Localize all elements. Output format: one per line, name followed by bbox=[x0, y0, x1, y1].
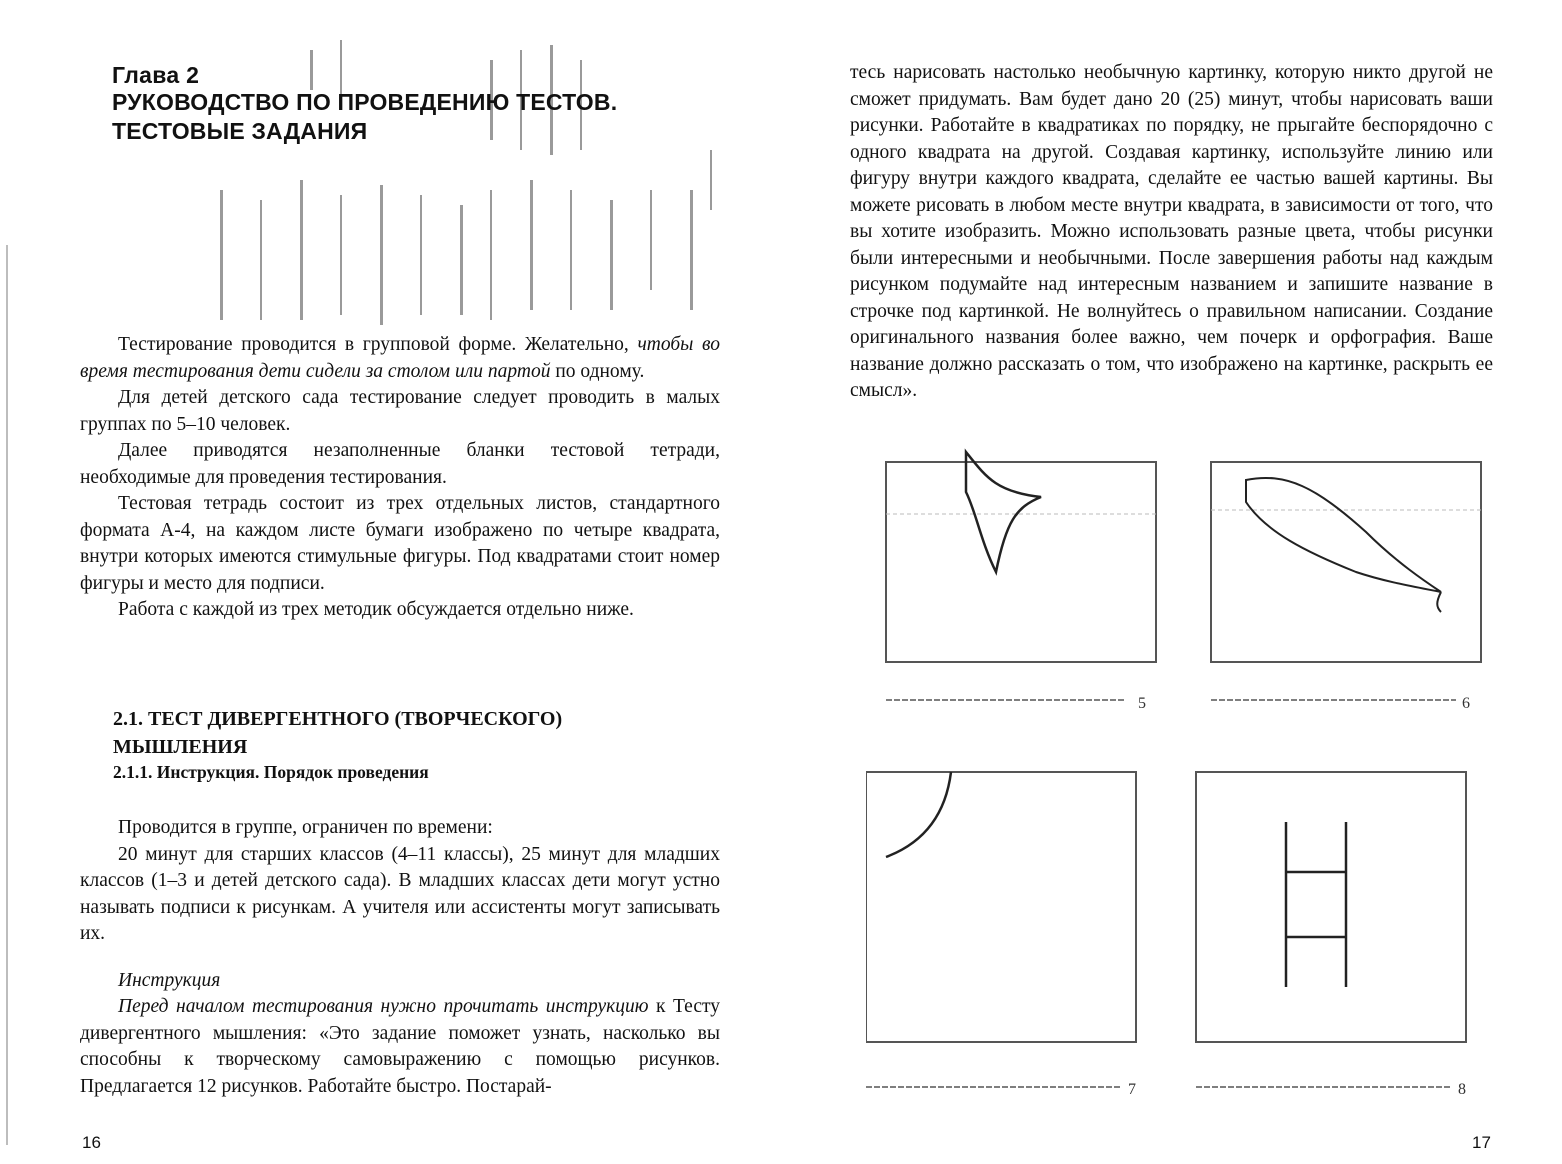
left-body-top bbox=[80, 332, 720, 624]
paragraph-5: Работа с каждой из трех методик обсуждается отдельно ниже. bbox=[118, 599, 634, 620]
right-paragraph: тесь нарисовать настолько необычную картинку, которую никто другой не сможет придумать. Вам будет дано 20 (25) минут, чтобы нарисовать ваши рисунки. Работайте в квадратиках по порядку, не прыгайте беспорядочно с одного квадрата на другой. Создавая картинку, используйте линию или фигуру внутри каждого квадрата, сделайте ее частью вашей картины. Вы можете рисовать в любом месте внутри квадрата, в зависимости от того, что вы хотите изобразить. Можно использовать разные цвета, чтобы рисунки были интересными и необычными. После завершения работы над каждым рисунком подумайте над интересным названием и запишите название в строчке под картинкой. Не волнуйтесь о правильном написании. Создание оригинального названия более важно, чем почерк и орфография. Ваше название должно рассказать о том, что изображено на картинке, раскрыть ее смысл». bbox=[850, 62, 1493, 401]
figure-square-6 bbox=[1211, 462, 1481, 712]
right-page bbox=[781, 0, 1562, 1164]
para1-italic: чтобы во время тестирования дети сидели за столом или партой bbox=[80, 334, 720, 382]
figure-number-6: 6 bbox=[1462, 695, 1470, 712]
para8-tail: к Тесту дивергентного мышления: «Это задание поможет узнать, насколько вы способны к творческому самовыражению с помощью рисунков. Предлагается 12 рисунков. Работайте быстро. Постарай- bbox=[80, 996, 720, 1097]
page-number-left: 16 bbox=[82, 1133, 101, 1152]
figure-square-7 bbox=[866, 772, 1136, 1098]
para1-tail: по одному. bbox=[550, 360, 645, 382]
right-body bbox=[850, 60, 1493, 405]
chapter-title: РУКОВОДСТВО ПО ПРОВЕДЕНИЮ ТЕСТОВ. ТЕСТОВЫЕ ЗАДАНИЯ bbox=[112, 89, 618, 144]
instruction-heading: Инструкция bbox=[118, 969, 221, 991]
page-number-right: 17 bbox=[1472, 1133, 1491, 1152]
chapter-label: Глава 2 bbox=[112, 62, 200, 88]
scan-noise-dots bbox=[190, 30, 730, 330]
paragraph-6: Проводится в группе, ограничен по времени: bbox=[118, 817, 493, 838]
paragraph-2: Для детей детского сада тестирование следует проводить в малых группах по 5–10 человек. bbox=[80, 387, 720, 435]
spine-shadow bbox=[6, 245, 8, 1145]
section-title: 2.1. ТЕСТ ДИВЕРГЕНТНОГО (ТВОРЧЕСКОГО) МЫШЛЕНИЯ bbox=[113, 708, 563, 758]
figure-square-8 bbox=[1196, 772, 1466, 1098]
paragraph-4: Тестовая тетрадь состоит из трех отдельных листов, стандартного формата А-4, на каждом листе бумаги изображено по четыре квадрата, внутри которых имеются стимульные фигуры. Под квадратами стоит номер фигуры и место для подписи. bbox=[80, 493, 720, 594]
stimulus-figures bbox=[866, 432, 1506, 1112]
para8-italic: Перед началом тестирования нужно прочитать инструкцию bbox=[118, 996, 649, 1017]
paragraph-8 bbox=[80, 994, 720, 1100]
figure-number-8: 8 bbox=[1458, 1081, 1466, 1098]
paragraph-1 bbox=[80, 332, 720, 385]
figure-number-7: 7 bbox=[1128, 1081, 1136, 1098]
figure-square-5 bbox=[886, 452, 1156, 712]
subsection-title: 2.1.1. Инструкция. Порядок проведения bbox=[113, 762, 429, 782]
figure-number-5: 5 bbox=[1138, 695, 1146, 712]
para1-lead: Тестирование проводится в групповой форме. Желательно, bbox=[118, 334, 638, 355]
paragraph-3: Далее приводятся незаполненные бланки тестовой тетради, необходимые для проведения тестирования. bbox=[80, 440, 720, 488]
left-body-bottom bbox=[80, 815, 720, 1100]
paragraph-7: 20 минут для старших классов (4–11 классы), 25 минут для младших классов (1–3 и детей детского сада). В младших классах дети могут устно называть подписи к рисункам. А учителя или ассистенты могут записывать их. bbox=[80, 843, 720, 944]
